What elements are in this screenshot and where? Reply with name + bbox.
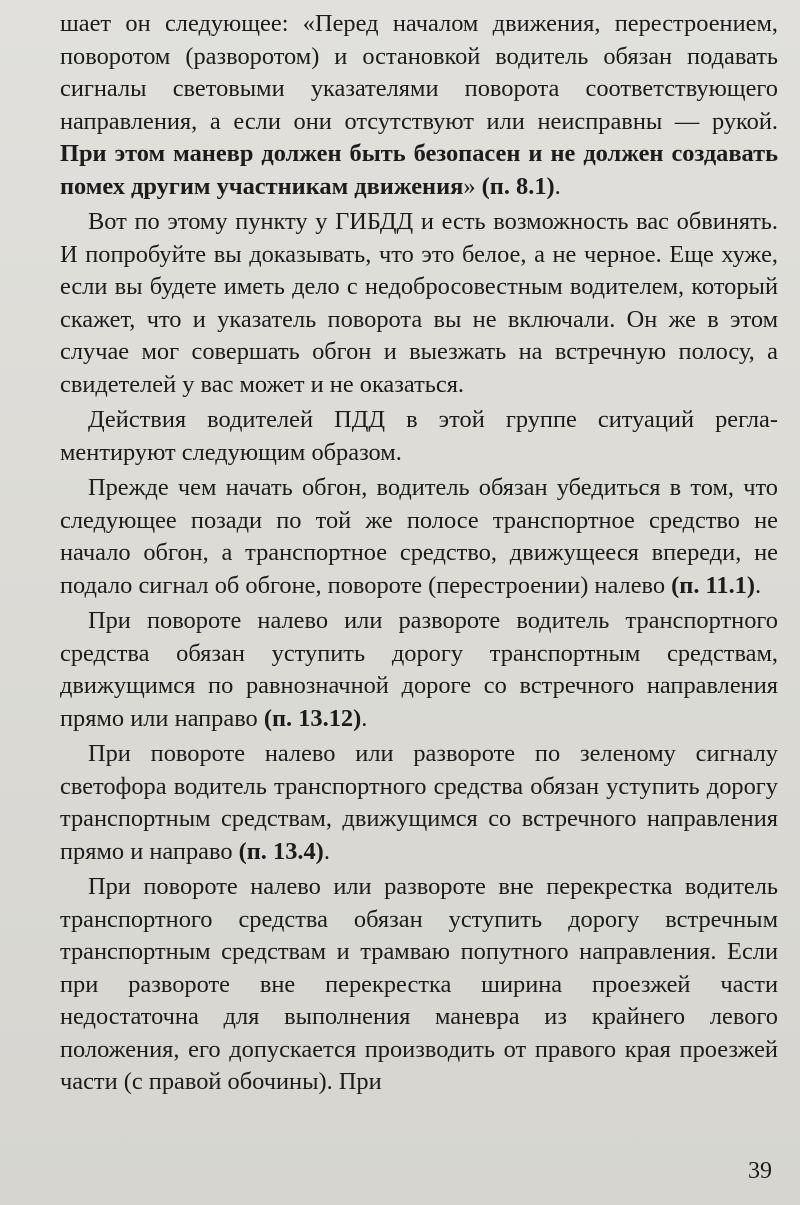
rule-reference: (п. 8.1) [481,172,555,200]
paragraph-5 [60,605,778,735]
paragraph-6 [60,738,778,868]
paragraph-text: шает он следующее: «Перед началом движения, перестроением, поворотом (разворотом) и остановкой водитель обязан подавать сигналы световыми указателями поворота соответствующего направления, а если они отсутствуют или неисправны — рукой. [60,10,778,135]
paragraph-1 [60,8,778,203]
paragraph-3 [60,404,778,469]
paragraph-text: » [463,172,482,200]
page-number: 39 [748,1157,772,1184]
paragraph-2 [60,206,778,401]
paragraph-text: . [755,571,762,599]
rule-reference: (п. 13.4) [238,837,324,865]
paragraph-4 [60,472,778,602]
rule-reference: (п. 11.1) [671,571,756,599]
paragraph-text: . [323,837,330,865]
paragraph-text: Прежде чем начать обгон, водитель обязан убедиться в том, что следующее позади по той же полосе транспортное средство не начало обгон, а транспортное средство, движущееся впереди, не подало сигнал об обгоне, повороте (перестроении) налево [60,474,778,599]
page-text [60,8,778,1099]
rule-reference: (п. 13.12) [263,704,362,732]
paragraph-text: . [554,172,561,200]
paragraph-text: При повороте налево или развороте вне перекрестка водитель транспортного средства обязан уступить дорогу встречным транспортным средствам и трамваю попутного направления. Если при развороте вне перекрестка ширина проезжей части недостаточна для выполнения маневра из крайнего левого положения, его допускается производить от правого края проезжей части (с правой обочины). При [60,873,778,1095]
paragraph-text: При повороте налево или развороте по зеленому сигналу светофора водитель транспортного средства обязан уступить дорогу транспортным средствам, движущимся со встречного направления прямо и направо [60,740,778,865]
paragraph-text: При повороте налево или развороте водитель транспортного средства обязан уступить дорогу транспортным средствам, движущимся по равнозначной дороге со встречного направления прямо или направо [60,607,778,732]
paragraph-7 [60,871,778,1099]
paragraph-text: Вот по этому пункту у ГИБДД и есть возможность вас обвинять. И попробуйте вы доказывать, что это белое, а не черное. Еще хуже, если вы будете иметь дело с недобросовестным водителем, который скажет, что и указатель поворота вы не включали. Он же в этом случае мог совершать обгон и выезжать на встречную полосу, а свидетелей у вас может и не оказаться. [60,208,778,398]
paragraph-text: Действия водителей ПДД в этой группе ситуаций регламентируют следующим образом. [60,406,778,466]
bold-emphasis: При этом маневр должен быть безопасен и не должен создавать помех другим участникам движения [60,140,778,200]
paragraph-text: . [361,704,368,732]
